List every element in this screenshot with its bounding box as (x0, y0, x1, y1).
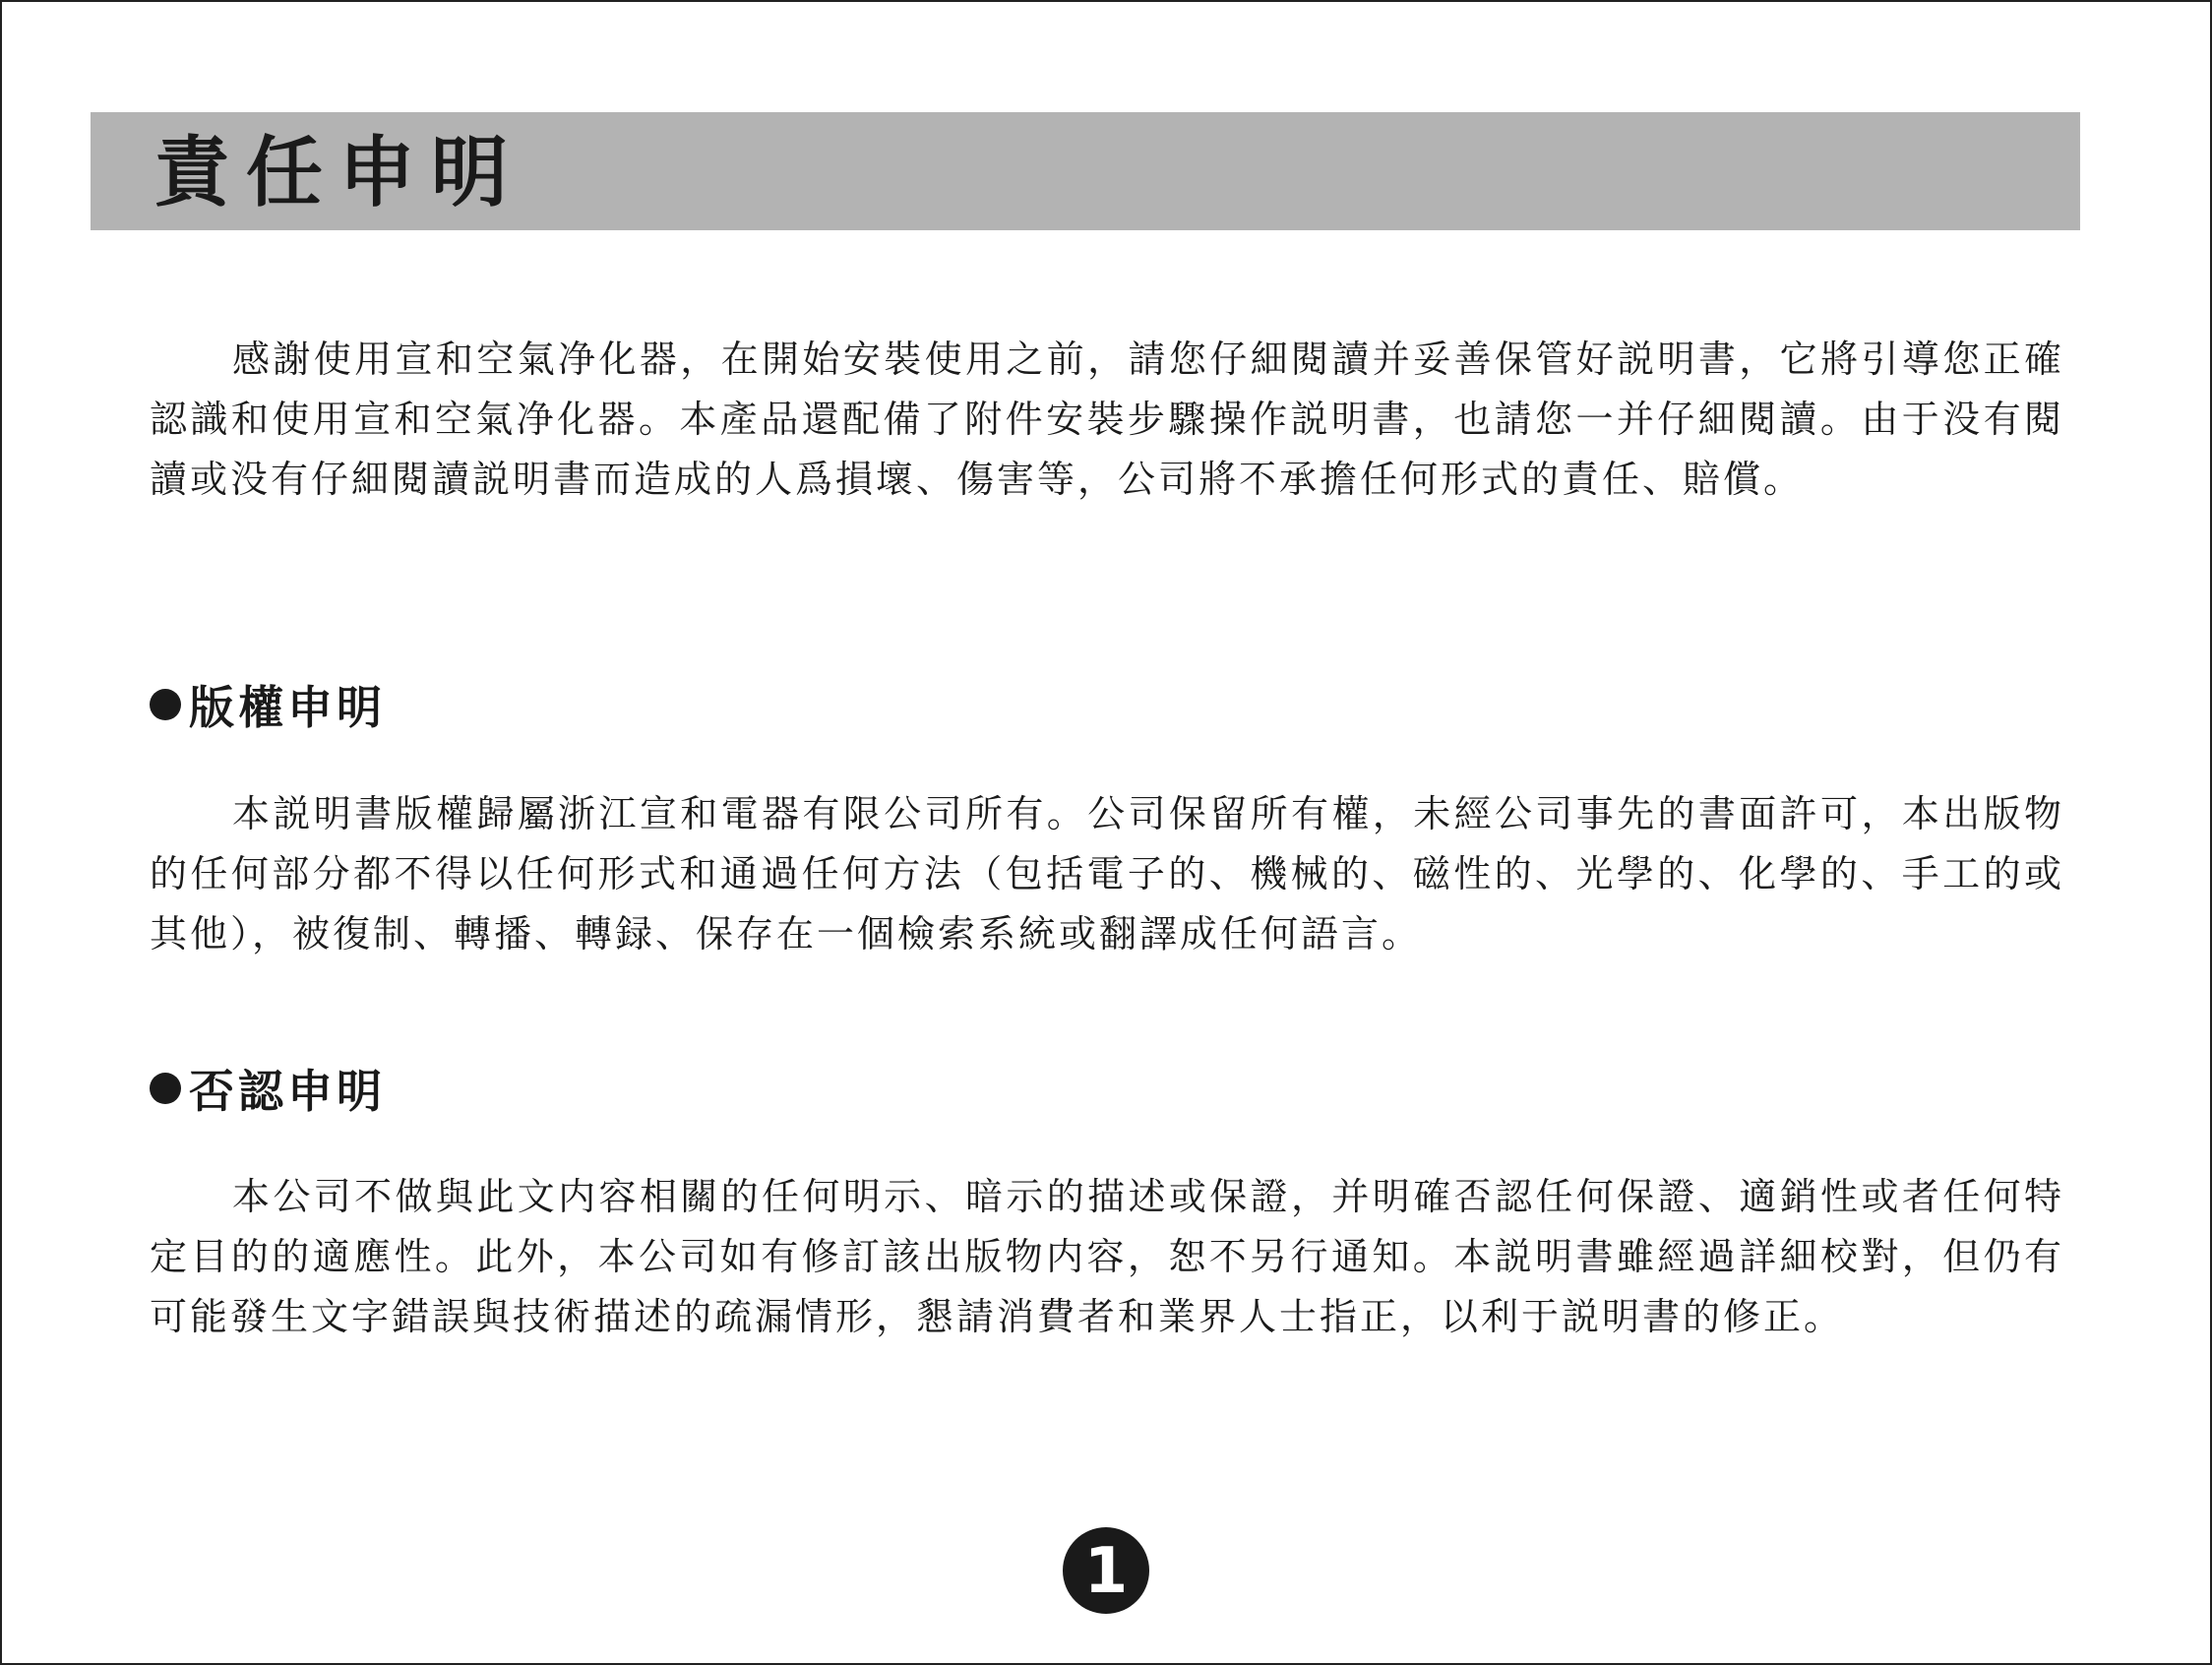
title-banner (91, 112, 2080, 230)
bullet-icon (150, 1073, 181, 1104)
copyright-paragraph: 本説明書版權歸屬浙江宣和電器有限公司所有。公司保留所有權，未經公司事先的書面許可，本出版物的任何部分都不得以任何形式和通過任何方法（包括電子的、機械的、磁性的、光學的、化學的、手工的或其他），被復制、轉播、轉録、保存在一個檢索系統或翻譯成任何語言。 (150, 792, 2064, 956)
bullet-icon (150, 689, 181, 720)
intro-paragraph: 感謝使用宣和空氣净化器，在開始安裝使用之前，請您仔細閱讀并妥善保管好説明書，它將引導您正確認識和使用宣和空氣净化器。本產品還配備了附件安裝步驟操作説明書，也請您一并仔細閱讀。由于没有閱讀或没有仔細閱讀説明書而造成的人爲損壞、傷害等，公司將不承擔任何形式的責任、賠償。 (150, 338, 2064, 501)
section-title-disclaimer: 否認申明 (189, 1065, 386, 1118)
section-title-copyright: 版權申明 (189, 681, 386, 734)
page-title: 責任申明 (154, 129, 524, 217)
disclaimer-paragraph: 本公司不做與此文内容相關的任何明示、暗示的描述或保證，并明確否認任何保證、適銷性或者任何特定目的的適應性。此外，本公司如有修訂該出版物内容，恕不另行通知。本説明書雖經過詳細校對，但仍有可能發生文字錯誤與技術描述的疏漏情形，懇請消費者和業界人士指正，以利于説明書的修正。 (150, 1175, 2064, 1338)
page-number-badge: 1 (1063, 1527, 1149, 1614)
section-heading-copyright (150, 675, 386, 734)
section-heading-disclaimer (150, 1059, 386, 1118)
